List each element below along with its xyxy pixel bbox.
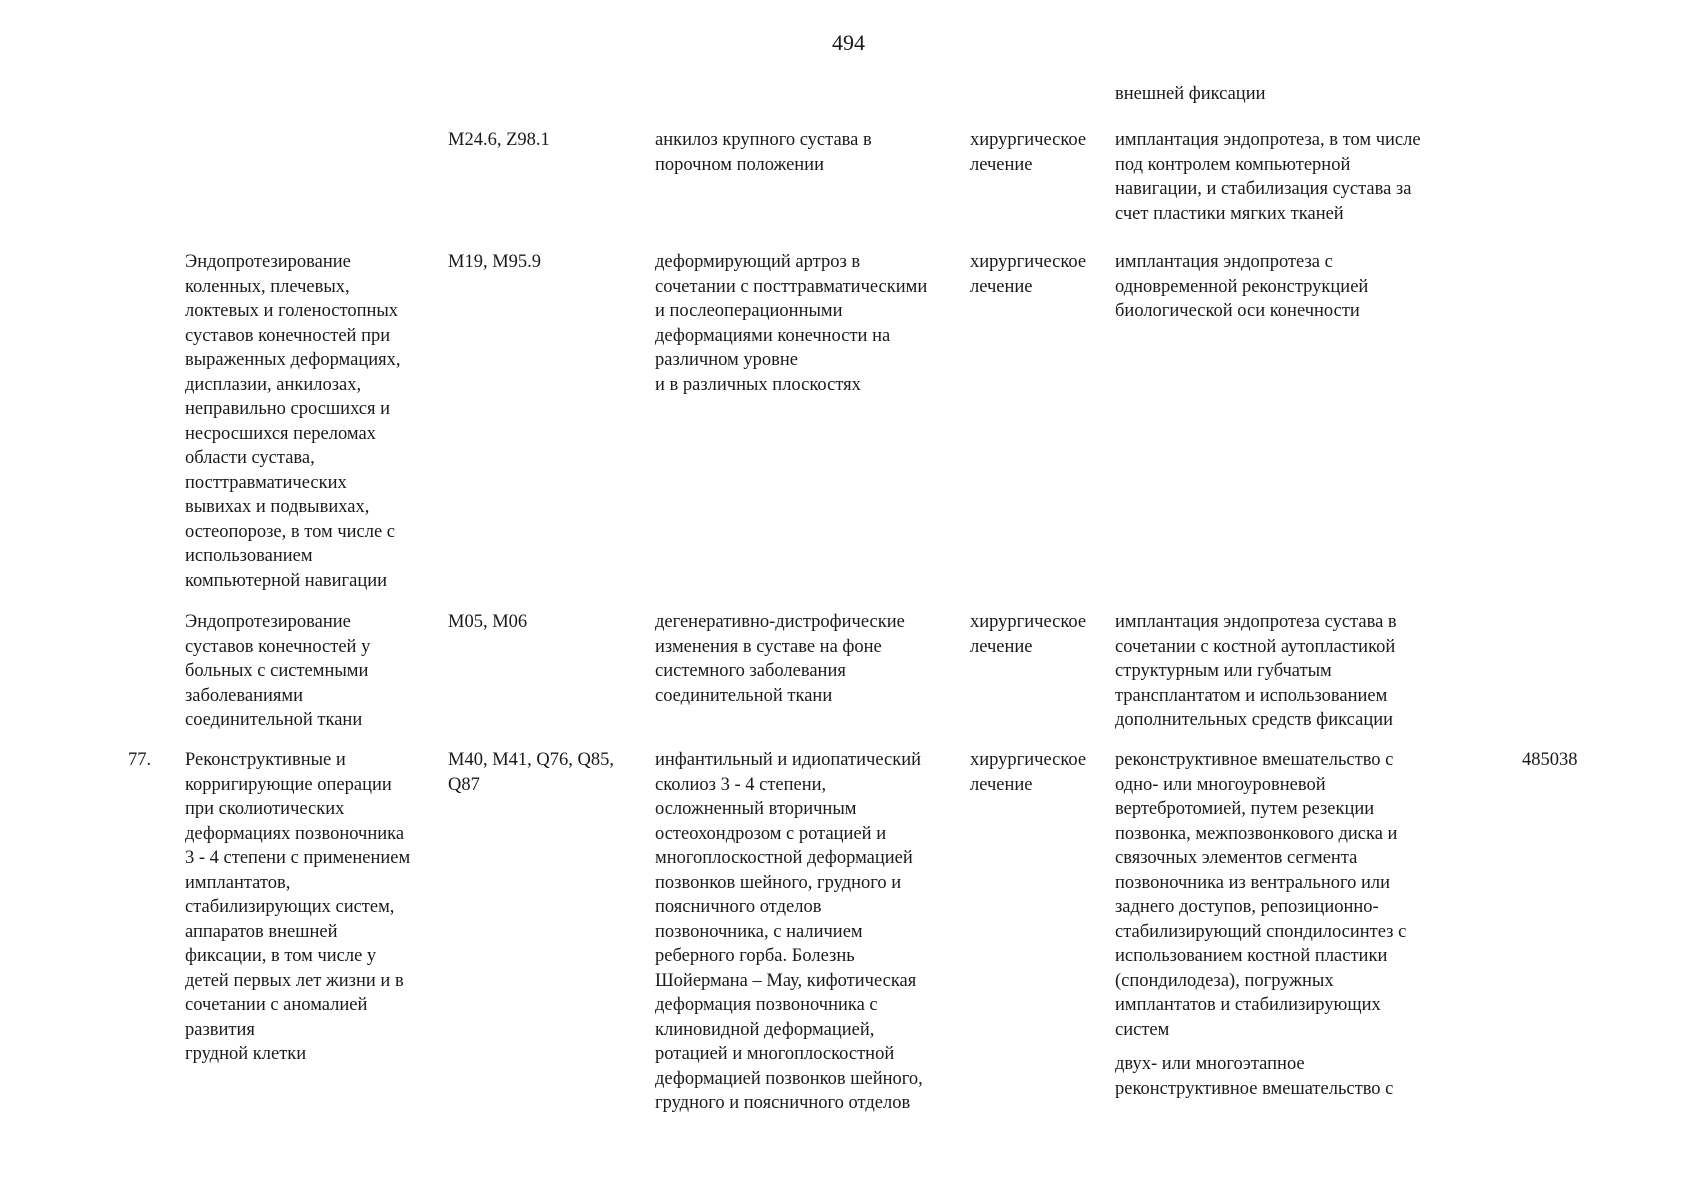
icd-codes-cell: M19, M95.9 bbox=[448, 252, 542, 272]
icd-codes-cell: M40, M41, Q76, Q85, Q87 bbox=[448, 750, 614, 795]
patient-model-cell: анкилоз крупного сустава в порочном положении bbox=[655, 130, 872, 175]
patient-model-cell: деформирующий артроз в сочетании с посттравматическими и послеоперационными деформациями конечности на различном уровне и в различных плоскостях bbox=[655, 252, 928, 395]
care-type-name-cell: Эндопротезирование суставов конечностей у больных с системными заболеваниями соединительной ткани bbox=[185, 612, 371, 730]
row-number-cell: 77. bbox=[128, 750, 152, 770]
method-cell: имплантация эндопротеза с одновременной реконструкцией биологической оси конечности bbox=[1115, 252, 1369, 321]
care-type-name-cell: Эндопротезирование коленных, плечевых, локтевых и голеностопных суставов конечностей при выраженных деформациях, дисплазии, анкилозах, неправильно сросшихся и несросшихся переломах области сустава, посттравматических вывихах и подвывихах, остеопорозе, в том числе с использованием компьютерной навигации bbox=[185, 252, 401, 591]
method-cell: реконструктивное вмешательство с одно- или многоуровневой вертебротомией, путем резекции позвонка, межпозвонкового диска и связочных элементов сегмента позвоночника из вентрального или заднего доступов, репозиционно- стабилизирующий спондилосинтез с использованием костной пластики (спондилодеза), погружных имплантатов и стабилизирующих систем bbox=[1115, 750, 1407, 1040]
patient-model-cell: дегенеративно-дистрофические изменения в суставе на фоне системного заболевания соединительной ткани bbox=[655, 612, 905, 706]
patient-model-cell: инфантильный и идиопатический сколиоз 3 - 4 степени, осложненный вторичным остеохондрозом с ротацией и многоплоскостной деформацией позвонков шейного, грудного и поясничного отделов позвоночника, с наличием реберного горба. Болезнь Шойермана – Мау, кифотическая деформация позвоночника с клиновидной деформацией, ротацией и многоплоскостной деформацией позвонков шейного, грудного и поясничного отделов bbox=[655, 750, 923, 1113]
care-type-name-cell: Реконструктивные и корригирующие операции при сколиотических деформациях позвоночника 3 - 4 степени с применением имплантатов, стабилизирующих систем, аппаратов внешней фиксации, в том числе у детей первых лет жизни и в сочетании с аномалией развития грудной клетки bbox=[185, 750, 411, 1064]
treatment-type-cell: хирургическое лечение bbox=[970, 130, 1087, 175]
method-cell: внешней фиксации bbox=[1115, 84, 1266, 104]
page-number: 494 bbox=[832, 30, 865, 55]
funding-cost-cell: 485038 bbox=[1522, 750, 1578, 770]
icd-codes-cell: M05, M06 bbox=[448, 612, 528, 632]
treatment-type-cell: хирургическое лечение bbox=[970, 252, 1087, 297]
treatment-type-cell: хирургическое лечение bbox=[970, 750, 1087, 795]
icd-codes-cell: M24.6, Z98.1 bbox=[448, 130, 550, 150]
method-cell: имплантация эндопротеза сустава в сочетании с костной аутопластикой структурным или губчатым трансплантатом и использованием дополнительных средств фиксации bbox=[1115, 612, 1397, 730]
method-cell: имплантация эндопротеза, в том числе под контролем компьютерной навигации, и стабилизация сустава за счет пластики мягких тканей bbox=[1115, 130, 1421, 224]
method-cell-second: двух- или многоэтапное реконструктивное вмешательство с bbox=[1115, 1054, 1394, 1099]
treatment-type-cell: хирургическое лечение bbox=[970, 612, 1087, 657]
